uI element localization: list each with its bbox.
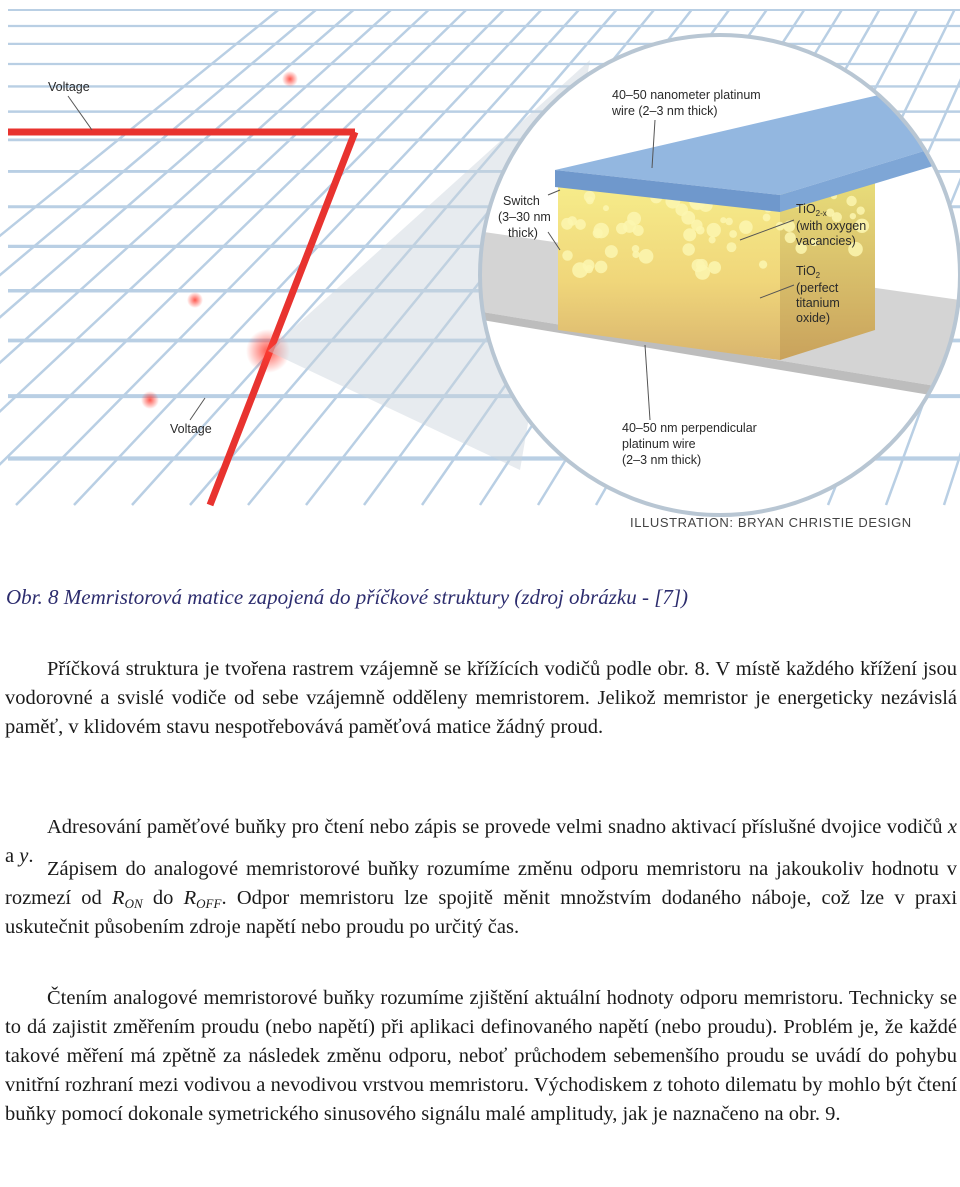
bottom-wire-label-2: platinum wire bbox=[622, 437, 696, 451]
vacancy-bubble bbox=[846, 196, 856, 206]
figure-caption: Obr. 8 Memristorová matice zapojená do příčkové struktury (zdroj obrázku - [7]) bbox=[6, 585, 689, 609]
vacancy-bubble bbox=[603, 205, 609, 211]
illustration-credit: ILLUSTRATION: BRYAN CHRISTIE DESIGN bbox=[630, 515, 912, 530]
svg-text:vacancies): vacancies) bbox=[796, 234, 856, 248]
bottom-wire-label-3: (2–3 nm thick) bbox=[622, 453, 702, 467]
vacancy-bubble bbox=[729, 230, 737, 238]
vacancy-bubble bbox=[708, 261, 721, 274]
vacancy-bubble bbox=[605, 245, 618, 258]
vacancy-bubble bbox=[707, 223, 721, 237]
vacancy-bubble bbox=[709, 236, 716, 243]
vacancy-bubble bbox=[586, 197, 594, 205]
vacancy-bubble bbox=[720, 217, 726, 223]
paragraph-addressing: Adresování paměťové buňky pro čtení nebo zápis se provede velmi snadno aktivací příslušné dvojice vodičů x a y. bbox=[5, 816, 957, 867]
switch-label-2: (3–30 nm bbox=[498, 210, 551, 224]
svg-text:oxide): oxide) bbox=[796, 311, 831, 325]
svg-text:(with oxygen: (with oxygen bbox=[796, 219, 867, 233]
vacancy-bubble bbox=[785, 232, 796, 243]
switch-label-3: thick) bbox=[508, 226, 538, 240]
vacancy-bubble bbox=[683, 228, 696, 241]
vacancy-bubble bbox=[575, 219, 586, 230]
vacancy-bubble bbox=[682, 243, 694, 255]
vacancy-bubble bbox=[739, 220, 753, 234]
vacancy-bubble bbox=[595, 261, 608, 274]
svg-text:(perfect: (perfect bbox=[796, 281, 839, 295]
paragraph-writing: Zápisem do analogové memristorové buňky rozumíme změnu odporu memristoru na jakoukoliv hodnotu v rozmezí od $R_{ON}$ do $R_{OFF}$. Odpor memristoru lze spojitě měnit množstvím dodaného náboje, což lze v praxi uskutečnit působením zdroje napětí nebo proudu po určitý čas. bbox=[5, 858, 958, 938]
vacancy-bubble bbox=[627, 212, 641, 226]
vacancy-bubble bbox=[692, 259, 705, 272]
svg-text:titanium: titanium bbox=[796, 296, 840, 310]
vacancy-bubble bbox=[561, 218, 573, 230]
switch-label-1: Switch bbox=[503, 194, 540, 208]
top-wire-label-1: 40–50 nanometer platinum bbox=[612, 88, 761, 102]
vacancy-bubble bbox=[727, 242, 737, 252]
voltage-label-bottom: Voltage bbox=[170, 422, 212, 436]
vacancy-bubble bbox=[593, 228, 603, 238]
vacancy-bubble bbox=[763, 214, 771, 222]
vacancy-bubble bbox=[585, 265, 593, 273]
tio2x-label: TiO$_{2-x}$ bbox=[796, 202, 827, 218]
bottom-wire-label-1: 40–50 nm perpendicular bbox=[622, 421, 757, 435]
top-wire-label-2: wire (2–3 nm thick) bbox=[612, 104, 718, 118]
vacancy-bubble bbox=[632, 251, 639, 258]
vacancy-bubble bbox=[675, 203, 688, 216]
vacancy-bubble bbox=[759, 260, 767, 268]
voltage-label-top: Voltage bbox=[48, 80, 90, 94]
tio2-label: TiO$_2$ bbox=[796, 264, 821, 280]
vacancy-bubble bbox=[639, 249, 654, 264]
vacancy-bubble bbox=[725, 218, 733, 226]
paragraph-crossbar: Příčková struktura je tvořena rastrem vzájemně se křížících vodičů podle obr. 8. V místě každého křížení jsou vodorovné a svislé vodiče od sebe vzájemně odděleny memristorem. Jelikož memristor je energeticky nezávislá paměť, v klidovém stavu nespotřebovává paměťová matice žádný proud. bbox=[5, 658, 957, 738]
vacancy-bubble bbox=[857, 206, 865, 214]
paragraph-reading: Čtením analogové memristorové buňky rozumíme zjištění aktuální hodnoty odporu memristoru. Technicky se to dá zajistit změřením proudu (nebo napětí) při aplikaci definovaného napětí (nebo proudu). Problém je, že každé takové měření má zpětně za následek změnu odporu, neboť průchodem sebemenšího proudu se uvádí do pohybu vnitřní rozhraní mezi vodivou a nevodivou vrstvou memristoru. Východiskem z tohoto dilematu by mohlo být čtení buňky pomocí dokonale symetrického sinusového signálu malé amplitudy, jak je naznačeno na obr. 9. bbox=[5, 987, 957, 1125]
memristor-crossbar-illustration bbox=[0, 0, 960, 540]
vacancy-bubble bbox=[562, 250, 573, 261]
